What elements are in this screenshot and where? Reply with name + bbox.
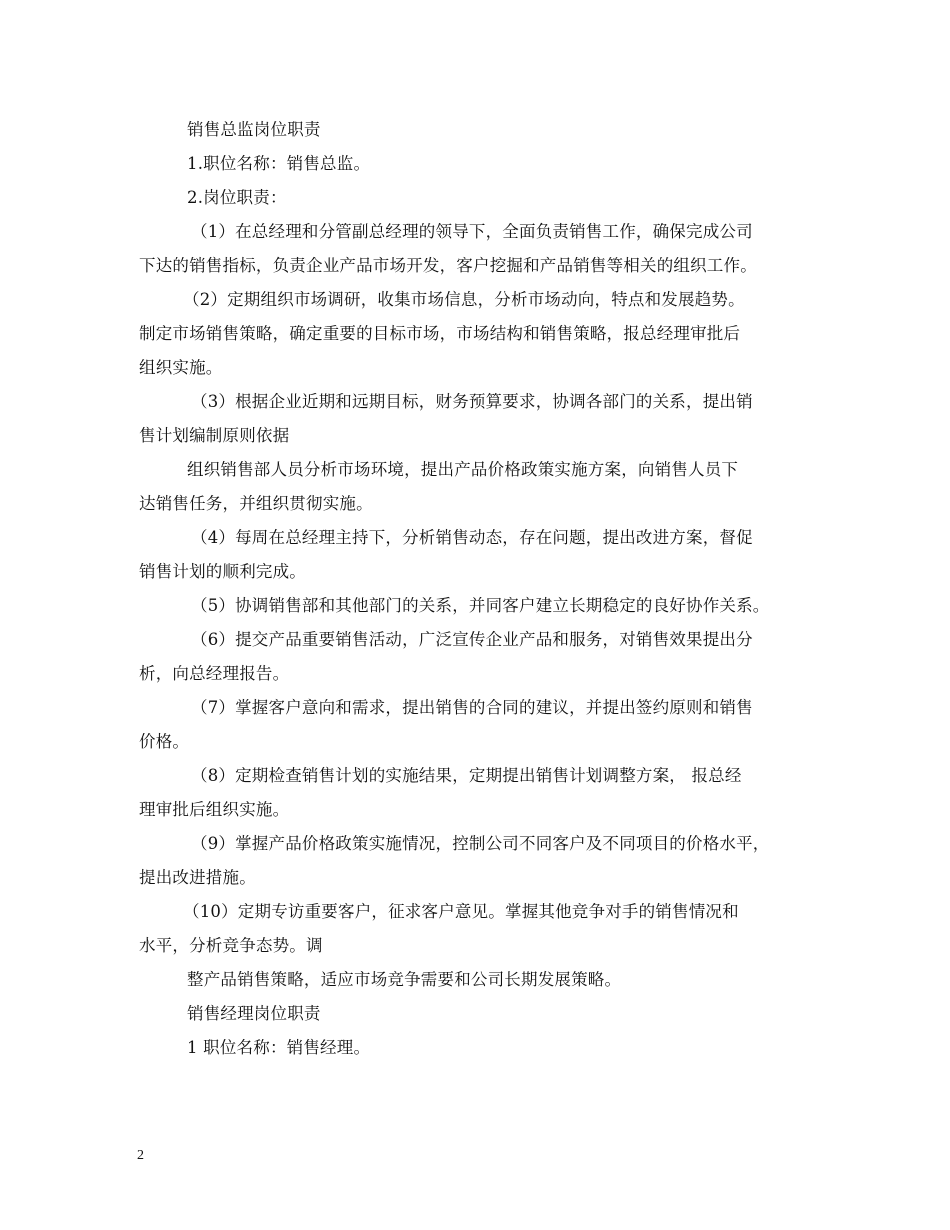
text-line: （6）提交产品重要销售活动，广泛宣传企业产品和服务，对销售效果提出分 [191, 630, 753, 649]
text-line: 价格。 [139, 732, 190, 751]
text-line: 理审批后组织实施。 [139, 800, 290, 819]
text-line: （5）协调销售部和其他部门的关系，并同客户建立长期稳定的良好协作关系。 [191, 596, 770, 615]
text-line: 组织销售部人员分析市场环境，提出产品价格政策实施方案，向销售人员下 [187, 460, 739, 479]
page-number: 2 [137, 1148, 144, 1163]
text-line: 1 职位名称：销售经理。 [187, 1038, 371, 1057]
text-line: （1）在总经理和分管副总经理的领导下，全面负责销售工作，确保完成公司 [191, 222, 753, 241]
text-line: 水平，分析竞争态势。调 [139, 936, 323, 955]
text-line: 2.岗位职责： [187, 188, 287, 207]
text-line: （2）定期组织市场调研，收集市场信息，分析市场动向，特点和发展趋势。 [183, 290, 745, 309]
text-line: 提出改进措施。 [139, 868, 256, 887]
text-line: （10）定期专访重要客户，征求客户意见。掌握其他竞争对手的销售情况和 [183, 902, 739, 921]
text-line: 析，向总经理报告。 [139, 664, 290, 683]
text-line: 达销售任务，并组织贯彻实施。 [139, 494, 373, 513]
text-line: 销售计划的顺利完成。 [139, 562, 306, 581]
text-line: 整产品销售策略，适应市场竞争需要和公司长期发展策略。 [187, 970, 622, 989]
text-line: 下达的销售指标，负责企业产品市场开发，客户挖掘和产品销售等相关的组织工作。 [139, 256, 757, 275]
text-line: （4）每周在总经理主持下，分析销售动态，存在问题，提出改进方案，督促 [191, 528, 753, 547]
text-line: 售计划编制原则依据 [139, 426, 290, 445]
text-line: （3）根据企业近期和远期目标，财务预算要求，协调各部门的关系，提出销 [191, 392, 753, 411]
text-line: （7）掌握客户意向和需求，提出销售的合同的建议，并提出签约原则和销售 [191, 698, 753, 717]
text-line: （8）定期检查销售计划的实施结果，定期提出销售计划调整方案， 报总经 [191, 766, 742, 785]
text-line: 组织实施。 [139, 358, 223, 377]
text-line: （9）掌握产品价格政策实施情况，控制公司不同客户及不同项目的价格水平， [191, 834, 770, 853]
text-line: 1.职位名称：销售总监。 [187, 154, 371, 173]
section-title-sales-director: 销售总监岗位职责 [187, 120, 321, 139]
document-body [139, 113, 819, 1065]
text-line: 制定市场销售策略，确定重要的目标市场，市场结构和销售策略，报总经理审批后 [139, 324, 741, 343]
section-title-sales-manager: 销售经理岗位职责 [187, 1004, 321, 1023]
